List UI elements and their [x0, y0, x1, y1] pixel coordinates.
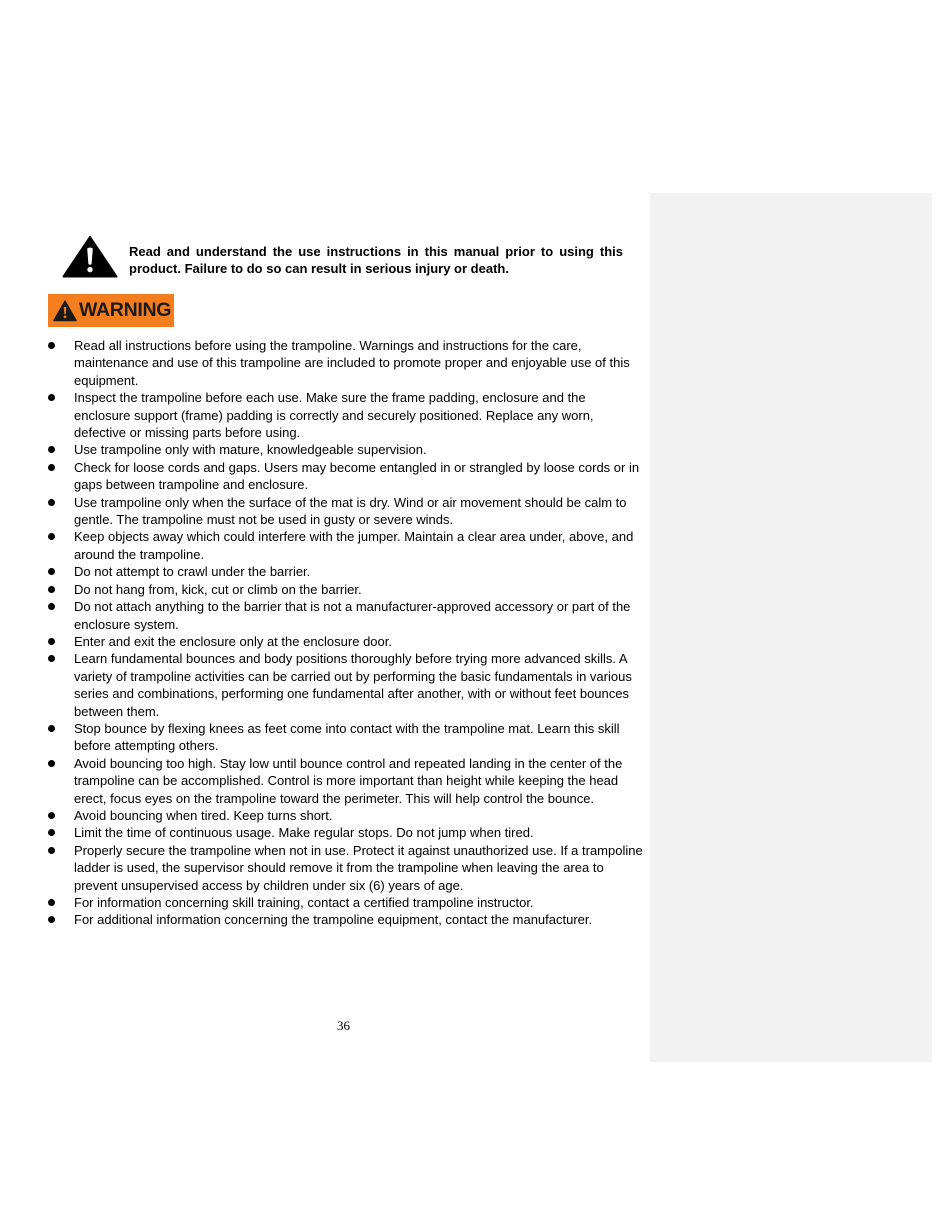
list-item — [48, 650, 643, 720]
bullet-icon — [48, 568, 55, 575]
list-item — [48, 389, 643, 441]
list-item-text: Check for loose cords and gaps. Users may become entangled in or strangled by loose cords or in gaps between trampoline and enclosure. — [74, 459, 640, 493]
list-item — [48, 842, 643, 894]
comment-margin-panel — [650, 193, 932, 1062]
warning-label-text: WARNING — [79, 298, 172, 321]
list-item — [48, 494, 643, 529]
bullet-icon — [48, 655, 55, 662]
bullet-icon — [48, 829, 55, 836]
list-item — [48, 633, 643, 650]
bullet-icon — [48, 812, 55, 819]
warning-triangle-icon — [62, 236, 118, 278]
list-item-text: Properly secure the trampoline when not in use. Protect it against unauthorized use. If a trampoline ladder is used, the supervisor should remove it from the trampoline when leaving the area to prevent unsupervised access by children under six (6) years of age. — [74, 842, 643, 893]
list-item-text: Avoid bouncing too high. Stay low until bounce control and repeated landing in the center of the trampoline can be accomplished. Control is more important than height while keeping the head erect, focus eyes on the trampoline toward the perimeter. This will help control the bounce. — [74, 755, 623, 806]
list-item — [48, 459, 643, 494]
list-item — [48, 563, 643, 580]
list-item-text: Do not hang from, kick, cut or climb on the barrier. — [74, 581, 362, 597]
bullet-icon — [48, 533, 55, 540]
bullet-icon — [48, 446, 55, 453]
bullet-icon — [48, 725, 55, 732]
bullet-icon — [48, 342, 55, 349]
list-item-text: For additional information concerning the trampoline equipment, contact the manufacturer. — [74, 912, 593, 928]
list-item-text: Use trampoline only when the surface of the mat is dry. Wind or air movement should be calm to gentle. The trampoline must not be used in gusty or severe winds. — [74, 494, 627, 528]
bullet-icon — [48, 499, 55, 506]
list-item-text: Read all instructions before using the trampoline. Warnings and instructions for the care, maintenance and use of this trampoline are included to promote proper and enjoyable use of this equipment. — [74, 338, 630, 388]
bullet-icon — [48, 847, 55, 854]
list-item-text: Do not attach anything to the barrier that is not a manufacturer-approved accessory or part of the enclosure system. — [74, 599, 631, 632]
list-item — [48, 824, 643, 841]
list-item-text: Use trampoline only with mature, knowledgeable supervision. — [74, 442, 427, 458]
list-item — [48, 720, 643, 755]
bullet-icon — [48, 603, 55, 610]
list-item-text: Inspect the trampoline before each use. Make sure the frame padding, enclosure and the enclosure support (frame) padding is correctly and securely positioned. Replace any worn, defective or missing parts before using. — [74, 390, 594, 441]
bullet-icon — [48, 586, 55, 593]
list-item — [48, 598, 643, 633]
list-item — [48, 528, 643, 563]
list-item-text: Avoid bouncing when tired. Keep turns short. — [74, 807, 333, 823]
list-item — [48, 807, 643, 824]
bullet-icon — [48, 638, 55, 645]
bullet-icon — [48, 760, 55, 767]
list-item-text: Keep objects away which could interfere with the jumper. Maintain a clear area under, above, and around the trampoline. — [74, 529, 634, 562]
bullet-icon — [48, 394, 55, 401]
warning-triangle-icon — [53, 300, 77, 322]
list-item — [48, 337, 643, 389]
list-item-text: Enter and exit the enclosure only at the enclosure door. — [74, 633, 392, 649]
list-item-text: For information concerning skill training, contact a certified trampoline instructor. — [74, 895, 534, 910]
bullet-icon — [48, 916, 55, 923]
list-item — [48, 755, 643, 807]
list-item-text: Do not attempt to crawl under the barrier. — [74, 564, 311, 580]
bullet-icon — [48, 464, 55, 471]
list-item-text: Stop bounce by flexing knees as feet come into contact with the trampoline mat. Learn this skill before attempting others. — [74, 720, 620, 754]
page-number: 36 — [337, 1018, 350, 1033]
caution-statement: Read and understand the use instructions in this manual prior to using this product. Failure to do so can result in serious injury or death. — [129, 244, 623, 276]
list-item — [48, 581, 643, 598]
list-item — [48, 911, 643, 928]
list-item-text: Learn fundamental bounces and body positions thoroughly before trying more advanced skills. A variety of trampoline activities can be carried out by performing the basic fundamentals in various series and combinations, performing one fundamental after another, with or without feet bounces between them. — [74, 651, 632, 719]
list-item — [48, 894, 643, 911]
safety-instructions-list — [48, 337, 643, 929]
list-item-text: Limit the time of continuous usage. Make regular stops. Do not jump when tired. — [74, 825, 534, 841]
warning-label — [48, 294, 174, 327]
bullet-icon — [48, 899, 55, 906]
list-item — [48, 441, 643, 458]
